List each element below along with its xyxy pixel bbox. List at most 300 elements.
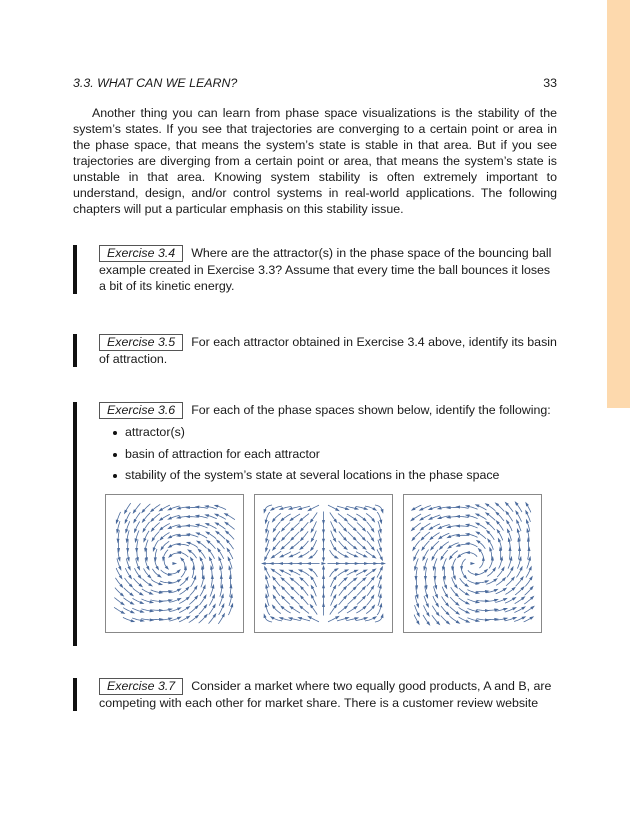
streamline-arrow bbox=[140, 601, 145, 604]
streamline-arrow bbox=[428, 526, 433, 530]
streamline-arrow bbox=[322, 557, 325, 562]
streamline-arrow bbox=[371, 604, 375, 609]
streamline-arrow bbox=[137, 566, 140, 571]
streamline-arrow bbox=[288, 554, 293, 557]
streamline-arrow bbox=[437, 526, 442, 529]
streamline-arrow bbox=[364, 507, 369, 510]
streamline-arrow bbox=[345, 507, 350, 510]
streamline-arrow bbox=[476, 540, 481, 544]
streamline-arrow bbox=[279, 507, 284, 510]
streamline-arrow bbox=[475, 522, 480, 525]
streamline-arrow bbox=[130, 610, 135, 613]
streamline-arrow bbox=[426, 612, 430, 617]
streamline-arrow bbox=[455, 506, 460, 509]
streamline-arrow bbox=[456, 544, 461, 547]
streamline-arrow bbox=[371, 518, 375, 523]
streamline-arrow bbox=[416, 612, 419, 617]
streamline-arrow bbox=[186, 615, 191, 619]
streamline-arrow bbox=[196, 540, 201, 544]
streamline-arrow bbox=[177, 607, 182, 610]
exercise-3-4 bbox=[73, 245, 557, 294]
streamline-arrow bbox=[498, 537, 501, 542]
streamline-arrow bbox=[455, 515, 460, 518]
streamline-arrow bbox=[229, 584, 232, 589]
streamline-arrow bbox=[333, 584, 337, 589]
streamline-arrow bbox=[465, 583, 470, 587]
streamline-arrow bbox=[322, 539, 325, 544]
streamline-arrow bbox=[322, 548, 325, 553]
streamline-arrow bbox=[193, 575, 196, 580]
streamline-arrow bbox=[525, 502, 529, 507]
streamline-arrow bbox=[455, 611, 460, 615]
streamline-arrow bbox=[353, 577, 358, 581]
streamline-arrow bbox=[431, 556, 434, 561]
streamline-arrow bbox=[203, 604, 207, 609]
streamline-arrow bbox=[116, 519, 119, 524]
streamline-arrow bbox=[172, 562, 177, 565]
streamline-arrow bbox=[204, 514, 209, 517]
streamline-arrow bbox=[415, 585, 418, 590]
streamline-arrow bbox=[416, 620, 420, 625]
streamline-arrow bbox=[224, 513, 229, 517]
margin-tab bbox=[607, 0, 630, 408]
streamline-arrow bbox=[230, 603, 233, 608]
streamline-arrow bbox=[529, 576, 533, 581]
streamline-arrow bbox=[371, 537, 375, 542]
streamline-arrow bbox=[372, 555, 377, 559]
streamline-arrow bbox=[322, 565, 325, 570]
streamline-arrow bbox=[289, 577, 294, 581]
streamline-arrow bbox=[485, 580, 490, 583]
streamline-arrow bbox=[205, 531, 210, 535]
streamline-arrow bbox=[117, 548, 120, 553]
streamline-arrow bbox=[159, 517, 164, 521]
streamline-arrow bbox=[159, 618, 164, 621]
streamline-arrow bbox=[444, 585, 447, 590]
streamline-arrow bbox=[529, 616, 534, 620]
streamline-arrow bbox=[454, 584, 458, 589]
streamline-arrow bbox=[261, 562, 266, 565]
streamline-arrow bbox=[380, 509, 383, 514]
streamline-arrow bbox=[297, 562, 302, 565]
streamline-arrow bbox=[130, 601, 135, 605]
streamline-arrow bbox=[143, 538, 146, 543]
streamline-arrow bbox=[512, 617, 517, 620]
streamline-arrow bbox=[167, 516, 172, 519]
streamline-arrow bbox=[345, 617, 350, 620]
body-paragraph: Another thing you can learn from phase space visualizations is the stability of the system’s states. If you see that trajectories are converging to a certain point or area in the phase space, that means the system’s state is stable in that area. But if you see trajectories are diverging from a certain point or area, that means the system’s state is unstable in that area. Knowing system stability is often extremely important to understand, design, and/or control systems in real-world applications. The following chapters will put a particular emphasis on this stability issue. bbox=[73, 106, 557, 216]
streamline-arrow bbox=[371, 585, 375, 590]
streamline-arrow bbox=[187, 549, 192, 553]
streamline-arrow bbox=[334, 568, 339, 572]
streamline-arrow bbox=[465, 542, 470, 545]
streamline-arrow bbox=[521, 616, 526, 619]
streamline-arrow bbox=[126, 548, 129, 553]
streamline-arrow bbox=[333, 538, 337, 543]
streamline-arrow bbox=[212, 594, 215, 599]
exercise-text: For each of the phase spaces shown below, identify the following: bbox=[191, 403, 551, 417]
streamline-arrow bbox=[186, 606, 191, 610]
streamline-arrow bbox=[435, 603, 439, 608]
phase-plot-spiral-source bbox=[403, 494, 542, 633]
streamline-arrow bbox=[124, 510, 128, 515]
streamline-arrow bbox=[519, 566, 522, 571]
streamline-arrow bbox=[353, 546, 358, 550]
streamline-arrow bbox=[493, 578, 498, 582]
streamline-arrow bbox=[215, 531, 220, 535]
exercise-3-7 bbox=[73, 678, 557, 711]
streamline-arrow bbox=[333, 528, 337, 533]
streamline-arrow bbox=[151, 537, 155, 542]
streamline-arrow bbox=[372, 616, 377, 620]
streamline-arrow bbox=[344, 554, 349, 557]
streamline-arrow bbox=[203, 584, 206, 589]
streamline-arrow bbox=[424, 576, 427, 581]
streamline-arrow bbox=[128, 575, 132, 580]
streamline-arrow bbox=[168, 573, 173, 576]
streamline-arrow bbox=[185, 506, 190, 509]
streamline-arrow bbox=[475, 582, 480, 585]
streamline-arrow bbox=[264, 509, 267, 514]
streamline-arrow bbox=[224, 522, 229, 526]
streamline-arrow bbox=[529, 566, 532, 571]
streamline-arrow bbox=[185, 576, 189, 581]
streamline-arrow bbox=[465, 551, 470, 554]
streamline-arrow bbox=[487, 538, 491, 543]
streamline-arrow bbox=[311, 538, 315, 543]
streamline-arrow bbox=[428, 517, 433, 520]
streamline-arrow bbox=[127, 566, 130, 571]
streamline-arrow bbox=[371, 594, 375, 599]
streamline-arrow bbox=[265, 575, 268, 580]
streamline-arrow bbox=[289, 546, 294, 550]
streamline-arrow bbox=[363, 554, 368, 557]
streamline-arrow bbox=[307, 508, 312, 512]
streamline-arrow bbox=[447, 545, 452, 549]
streamline-arrow bbox=[160, 546, 164, 551]
streamline-arrow bbox=[297, 507, 302, 510]
streamline-arrow bbox=[133, 509, 137, 514]
streamline-arrow bbox=[228, 556, 231, 561]
streamline-arrow bbox=[445, 594, 449, 599]
streamline-arrow bbox=[421, 546, 425, 551]
exercise-text: Where are the attractor(s) in the phase space of the bouncing ball example created in Exercise 3.3? Assume that every time the ball bounces it loses a bit of its kinetic energy. bbox=[99, 246, 552, 293]
streamline-arrow bbox=[265, 584, 268, 589]
streamline-arrow bbox=[190, 556, 194, 561]
streamline-arrow bbox=[321, 562, 326, 565]
exercise-label: Exercise 3.7 bbox=[99, 678, 183, 695]
streamplot-svg bbox=[404, 495, 541, 632]
streamline-arrow bbox=[501, 566, 505, 571]
streamline-arrow bbox=[270, 555, 275, 559]
streamline-arrow bbox=[306, 562, 311, 565]
exercise-label: Exercise 3.4 bbox=[99, 245, 183, 262]
streamline-arrow bbox=[465, 620, 470, 623]
streamline-arrow bbox=[279, 617, 284, 620]
streamline-arrow bbox=[363, 569, 368, 572]
streamline-arrow bbox=[150, 618, 155, 621]
streamline-arrow bbox=[422, 556, 425, 561]
streamline-arrow bbox=[525, 510, 528, 515]
streamline-arrow bbox=[503, 598, 508, 601]
streamline-arrow bbox=[265, 548, 268, 553]
streamline-arrow bbox=[146, 566, 149, 571]
streamline-arrow bbox=[214, 505, 219, 508]
streamline-arrow bbox=[308, 568, 313, 572]
streamline-arrow bbox=[139, 592, 144, 596]
streamplot-svg bbox=[106, 495, 243, 632]
streamline-arrow bbox=[217, 548, 221, 553]
streamline-arrow bbox=[134, 529, 137, 534]
streamline-arrow bbox=[475, 531, 480, 535]
streamline-arrow bbox=[213, 613, 217, 618]
streamline-arrow bbox=[446, 506, 451, 509]
streamline-arrow bbox=[416, 603, 419, 608]
streamline-arrow bbox=[371, 528, 375, 533]
streamline-arrow bbox=[379, 548, 382, 553]
streamline-arrow bbox=[453, 576, 456, 581]
streamline-arrow bbox=[489, 547, 492, 552]
streamline-arrow bbox=[195, 506, 200, 509]
streamline-arrow bbox=[311, 584, 315, 589]
streamline-arrow bbox=[335, 508, 340, 512]
streamline-arrow bbox=[185, 524, 190, 527]
streamline-arrow bbox=[135, 548, 138, 553]
streamline-arrow bbox=[221, 603, 224, 608]
streamline-arrow bbox=[162, 557, 165, 562]
streamline-arrow bbox=[465, 592, 470, 596]
streamline-arrow bbox=[279, 569, 284, 572]
streamline-arrow bbox=[465, 601, 470, 604]
exercise-label: Exercise 3.5 bbox=[99, 334, 183, 351]
streamline-arrow bbox=[455, 524, 460, 527]
streamline-arrow bbox=[298, 554, 303, 557]
streamline-arrow bbox=[372, 568, 377, 572]
streamline-arrow bbox=[465, 610, 470, 613]
streamline-arrow bbox=[322, 520, 325, 525]
streamline-arrow bbox=[379, 584, 382, 589]
streamline-arrow bbox=[492, 567, 496, 572]
streamline-arrow bbox=[516, 519, 519, 524]
streamline-arrow bbox=[186, 542, 191, 545]
streamline-arrow bbox=[451, 566, 454, 571]
streamline-arrow bbox=[157, 574, 162, 578]
streamline-arrow bbox=[413, 556, 416, 561]
streamline-arrow bbox=[229, 574, 232, 579]
streamline-arrow bbox=[167, 507, 172, 510]
list-item: stability of the system’s state at several locations in the phase space bbox=[113, 465, 557, 487]
streamline-arrow bbox=[364, 617, 369, 620]
exercise-label: Exercise 3.6 bbox=[99, 402, 183, 419]
streamline-arrow bbox=[475, 504, 480, 507]
streamline-arrow bbox=[510, 566, 513, 571]
streamline-arrow bbox=[142, 528, 146, 533]
streamline-arrow bbox=[335, 616, 340, 620]
streamline-arrow bbox=[334, 555, 339, 559]
streamline-arrow bbox=[433, 576, 436, 581]
streamline-arrow bbox=[507, 528, 510, 533]
streamline-arrow bbox=[354, 554, 359, 557]
streamline-arrow bbox=[527, 537, 530, 542]
streamline-arrow bbox=[297, 617, 302, 620]
streamline-arrow bbox=[475, 513, 480, 516]
streamline-arrow bbox=[311, 528, 315, 533]
streamline-arrow bbox=[273, 528, 277, 533]
streamline-arrow bbox=[214, 514, 219, 517]
streamline-arrow bbox=[155, 566, 159, 571]
streamline-arrow bbox=[279, 554, 284, 557]
streamline-arrow bbox=[133, 519, 137, 524]
streamline-arrow bbox=[269, 562, 274, 565]
streamline-arrow bbox=[273, 537, 277, 542]
streamline-arrow bbox=[333, 594, 337, 599]
streamline-arrow bbox=[120, 602, 125, 606]
streamline-arrow bbox=[177, 588, 182, 591]
streamline-arrow bbox=[117, 539, 120, 544]
streamline-arrow bbox=[167, 535, 172, 538]
streamline-arrow bbox=[415, 576, 418, 581]
streamline-arrow bbox=[273, 585, 277, 590]
running-header bbox=[73, 75, 557, 91]
list-item: basin of attraction for each attractor bbox=[113, 444, 557, 466]
streamline-arrow bbox=[119, 575, 123, 580]
streamline-arrow bbox=[221, 593, 224, 598]
streamline-arrow bbox=[333, 604, 337, 609]
streamline-arrow bbox=[226, 547, 230, 552]
streamline-arrow bbox=[195, 532, 200, 535]
streamline-arrow bbox=[419, 507, 424, 510]
streamline-arrow bbox=[264, 556, 267, 561]
streamline-arrow bbox=[310, 519, 314, 524]
streamline-arrow bbox=[288, 562, 293, 565]
list-item: attractor(s) bbox=[113, 422, 557, 444]
streamline-arrow bbox=[517, 528, 520, 533]
streamline-arrow bbox=[142, 518, 146, 523]
streamline-arrow bbox=[194, 585, 198, 590]
streamline-arrow bbox=[265, 603, 268, 608]
streamline-arrow bbox=[494, 589, 499, 592]
streamline-arrow bbox=[167, 526, 172, 529]
streamline-arrow bbox=[344, 569, 349, 572]
exercise-list bbox=[99, 422, 557, 487]
page-number: 33 bbox=[543, 76, 557, 90]
streamline-arrow bbox=[222, 613, 226, 618]
exercise-3-5 bbox=[73, 334, 557, 367]
streamline-arrow bbox=[437, 516, 442, 519]
streamline-arrow bbox=[272, 518, 276, 523]
streamline-arrow bbox=[354, 570, 359, 573]
streamline-arrow bbox=[270, 507, 275, 511]
streamline-arrow bbox=[440, 556, 444, 561]
streamplot-svg bbox=[255, 495, 392, 632]
streamline-arrow bbox=[381, 562, 386, 565]
streamline-arrow bbox=[177, 598, 182, 601]
streamline-arrow bbox=[503, 587, 508, 591]
streamline-arrow bbox=[214, 522, 219, 526]
streamline-arrow bbox=[425, 594, 428, 599]
streamline-arrow bbox=[521, 606, 526, 610]
streamline-arrow bbox=[270, 568, 275, 572]
streamline-arrow bbox=[130, 619, 135, 622]
streamline-arrow bbox=[125, 519, 128, 524]
streamline-arrow bbox=[184, 565, 187, 570]
streamline-arrow bbox=[515, 510, 519, 515]
streamline-arrow bbox=[125, 529, 128, 534]
streamline-arrow bbox=[185, 515, 190, 518]
streamline-arrow bbox=[438, 536, 443, 540]
phase-plot-spiral-sink bbox=[105, 494, 244, 633]
streamline-arrow bbox=[205, 523, 210, 526]
streamline-arrow bbox=[411, 507, 416, 511]
streamline-arrow bbox=[149, 592, 154, 595]
streamline-arrow bbox=[412, 547, 416, 552]
streamline-arrow bbox=[333, 519, 337, 524]
streamline-arrow bbox=[118, 566, 121, 571]
streamline-arrow bbox=[288, 570, 293, 573]
streamline-arrow bbox=[307, 616, 312, 620]
streamline-arrow bbox=[153, 547, 156, 552]
streamline-arrow bbox=[456, 620, 461, 624]
streamline-arrow bbox=[148, 583, 153, 587]
streamline-arrow bbox=[121, 611, 126, 615]
streamline-arrow bbox=[209, 556, 212, 561]
streamline-arrow bbox=[158, 582, 163, 585]
streamline-arrow bbox=[506, 519, 510, 524]
streamline-arrow bbox=[460, 566, 463, 571]
streamline-arrow bbox=[446, 535, 451, 538]
streamline-arrow bbox=[203, 594, 207, 599]
streamline-arrow bbox=[380, 613, 383, 618]
streamline-arrow bbox=[503, 608, 508, 611]
streamline-arrow bbox=[278, 562, 283, 565]
streamline-arrow bbox=[265, 538, 268, 543]
exercise-text: For each attractor obtained in Exercise 3.4 above, identify its basin of attraction. bbox=[99, 335, 557, 366]
streamline-arrow bbox=[218, 556, 221, 561]
streamline-arrow bbox=[428, 507, 433, 510]
streamline-arrow bbox=[435, 594, 438, 599]
streamline-arrow bbox=[380, 556, 383, 561]
streamline-arrow bbox=[491, 556, 494, 561]
streamline-arrow bbox=[322, 529, 325, 534]
streamline-arrow bbox=[470, 562, 475, 565]
streamline-arrow bbox=[379, 603, 382, 608]
phase-plot-saddle-grid bbox=[254, 494, 393, 633]
streamline-arrow bbox=[485, 512, 490, 516]
streamline-arrow bbox=[158, 508, 163, 512]
streamline-arrow bbox=[308, 555, 313, 559]
streamline-arrow bbox=[167, 544, 172, 548]
streamline-arrow bbox=[177, 617, 182, 620]
streamline-arrow bbox=[526, 519, 529, 524]
streamline-arrow bbox=[176, 551, 181, 554]
streamline-arrow bbox=[512, 597, 517, 601]
streamline-arrow bbox=[310, 604, 314, 609]
streamline-arrow bbox=[485, 503, 490, 507]
streamline-arrow bbox=[520, 576, 524, 581]
streamline-arrow bbox=[199, 556, 202, 561]
streamline-arrow bbox=[379, 538, 382, 543]
streamline-arrow bbox=[264, 613, 267, 618]
streamline-arrow bbox=[512, 607, 517, 610]
streamline-arrow bbox=[140, 610, 145, 613]
exercise-text: Consider a market where two equally good products, A and B, are competing with each other for market share. There is a customer review website bbox=[99, 679, 552, 710]
streamline-arrow bbox=[372, 507, 377, 511]
streamline-arrow bbox=[272, 604, 276, 609]
streamline-arrow bbox=[311, 594, 315, 599]
streamline-arrow bbox=[419, 517, 424, 521]
streamline-arrow bbox=[449, 556, 453, 561]
streamline-arrow bbox=[379, 575, 382, 580]
